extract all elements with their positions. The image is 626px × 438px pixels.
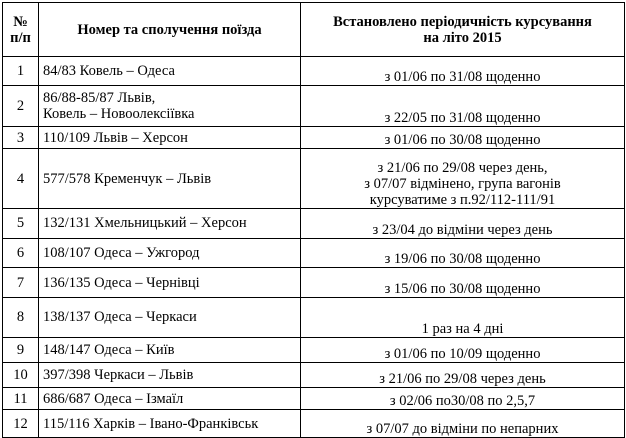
- train-route: [39, 127, 301, 149]
- schedule-cell: [301, 208, 625, 238]
- row-number: 7: [3, 268, 39, 298]
- header-number: № п/п: [3, 3, 39, 57]
- schedule-cell: [301, 363, 625, 388]
- train-route-line: 686/687 Одеса – Ізмаїл: [43, 390, 184, 407]
- train-route-line: 148/147 Одеса – Київ: [43, 341, 175, 358]
- row-number: 4: [3, 149, 39, 208]
- row-number: 6: [3, 238, 39, 268]
- row-number: 8: [3, 298, 39, 338]
- table-row: [3, 238, 625, 268]
- train-route: [39, 410, 301, 438]
- schedule-line: 1 раз на 4 дні: [421, 320, 504, 337]
- table-row: [3, 57, 625, 86]
- table-row: [3, 388, 625, 410]
- schedule-line: з 15/06 по 30/08 щоденно: [384, 281, 541, 298]
- train-route: [39, 85, 301, 127]
- train-route: [39, 149, 301, 208]
- schedule-line: курсуватиме з п.92/112-111/91: [369, 191, 556, 208]
- header-schedule: Встановлено періодичність курсування на літо 2015: [301, 3, 625, 57]
- train-route-line: 108/107 Одеса – Ужгород: [43, 245, 200, 262]
- table-row: [3, 298, 625, 338]
- schedule-line: з 07/07 відмінено, група вагонів: [364, 175, 561, 192]
- train-route: [39, 363, 301, 388]
- train-route: [39, 57, 301, 86]
- schedule-cell: [301, 337, 625, 362]
- train-route-line: 577/578 Кременчук – Львів: [43, 170, 212, 187]
- row-number: 3: [3, 127, 39, 149]
- schedule-line: з 21/06 по 29/08 через день: [379, 371, 546, 388]
- train-route-line: 132/131 Хмельницький – Херсон: [43, 215, 247, 232]
- train-route: [39, 208, 301, 238]
- schedule-line: з 19/06 по 30/08 щоденно: [384, 251, 541, 268]
- train-route-line: Ковель – Новоолексіївка: [43, 106, 195, 123]
- table-row: [3, 85, 625, 127]
- table-row: [3, 127, 625, 149]
- schedule-line: з 07/07 до відміни по непарних: [366, 421, 559, 437]
- schedule-cell: [301, 268, 625, 298]
- schedule-cell: [301, 85, 625, 127]
- schedule-line: з 21/06 по 29/08 через день,: [377, 159, 548, 176]
- schedule-line: з 02/06 по30/08 по 2,5,7: [389, 393, 536, 410]
- train-route: [39, 337, 301, 362]
- train-route: [39, 298, 301, 338]
- schedule-line: з 22/05 по 31/08 щоденно: [384, 110, 541, 127]
- row-number: 9: [3, 337, 39, 362]
- row-number: 1: [3, 57, 39, 86]
- table-row: [3, 208, 625, 238]
- table-row: [3, 337, 625, 362]
- train-route-line: 110/109 Львів – Херсон: [43, 129, 188, 146]
- schedule-line: з 01/06 по 10/09 щоденно: [384, 346, 541, 363]
- schedule-cell: [301, 298, 625, 338]
- header-train: Номер та сполучення поїзда: [39, 3, 301, 57]
- schedule-cell: [301, 127, 625, 149]
- schedule-cell: [301, 388, 625, 410]
- header-row: [3, 3, 625, 57]
- schedule-cell: [301, 57, 625, 86]
- train-route: [39, 268, 301, 298]
- row-number: 2: [3, 85, 39, 127]
- schedule-line: з 23/04 до відміни через день: [372, 221, 553, 238]
- table-row: [3, 363, 625, 388]
- table-body: [3, 57, 625, 438]
- train-route-line: 115/116 Харків – Івано-Франківськ: [43, 415, 259, 432]
- schedule-line: з 01/06 по 30/08 щоденно: [384, 132, 541, 149]
- table-row: [3, 149, 625, 208]
- row-number: 5: [3, 208, 39, 238]
- table-row: [3, 268, 625, 298]
- schedule-line: з 01/06 по 31/08 щоденно: [384, 68, 541, 85]
- train-route-line: 397/398 Черкаси – Львів: [43, 367, 194, 384]
- schedule-cell: [301, 149, 625, 208]
- row-number: 10: [3, 363, 39, 388]
- train-route-line: 86/88-85/87 Львів,: [43, 90, 156, 107]
- train-schedule-table: [2, 2, 625, 438]
- train-route-line: 84/83 Ковель – Одеса: [43, 62, 175, 79]
- schedule-cell: [301, 410, 625, 438]
- row-number: 11: [3, 388, 39, 410]
- train-route: [39, 388, 301, 410]
- table-row: [3, 410, 625, 438]
- schedule-cell: [301, 238, 625, 268]
- train-route: [39, 238, 301, 268]
- train-route-line: 138/137 Одеса – Черкаси: [43, 309, 197, 326]
- train-route-line: 136/135 Одеса – Чернівці: [43, 274, 200, 291]
- row-number: 12: [3, 410, 39, 438]
